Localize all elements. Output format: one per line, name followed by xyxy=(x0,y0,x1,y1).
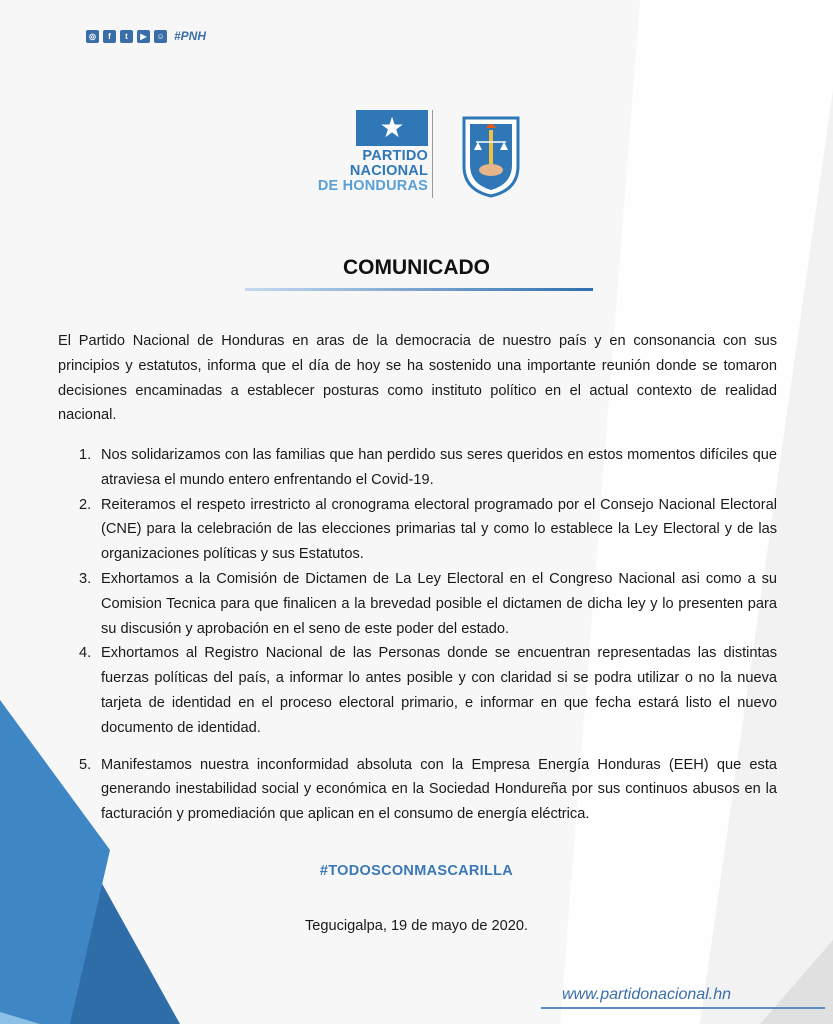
page-title: COMUNICADO xyxy=(343,256,490,279)
item-text: Exhortamos al Registro Nacional de las Personas donde se encuentran representadas las distintas fuerzas políticas del país, a informar lo antes posible y con claridad si se podra utilizar o no la nueva tarjeta de identidad en el proceso electoral primario, e informar en que fecha estará listo el nuevo documento de identidad. xyxy=(101,645,777,736)
social-bar xyxy=(86,29,206,43)
list-item xyxy=(58,641,777,740)
facebook-icon[interactable]: f xyxy=(103,30,116,43)
party-seal-icon xyxy=(458,110,524,198)
social-hashtag: #PNH xyxy=(174,29,207,43)
item-text: Nos solidarizamos con las familias que han perdido sus seres queridos en estos momentos difíciles que atraviesa el mundo entero enfrentando el Covid-19. xyxy=(101,447,777,488)
numbered-list xyxy=(58,443,777,827)
item-text: Reiteramos el respeto irrestricto al cronograma electoral programado por el Consejo Nacional Electoral (CNE) para la celebración de las elecciones primarias tal y como lo establece la Ley Electoral y de las organizaciones políticas y sus Estatutos. xyxy=(101,496,777,563)
logo-line-2: NACIONAL xyxy=(349,163,428,179)
list-item xyxy=(58,493,777,567)
intro-paragraph: El Partido Nacional de Honduras en aras de la democracia de nuestro país y en consonancia con sus principios y estatutos, informa que el día de hoy se ha sostenido una importante reunión donde se tomaron decisiones encaminadas a establecer posturas como instituto político en el actual contexto de realidad nacional. xyxy=(58,333,777,424)
snapchat-icon[interactable]: ☺ xyxy=(154,30,167,43)
title-underline xyxy=(245,288,593,291)
logo-line-1: PARTIDO xyxy=(362,148,428,164)
instagram-icon[interactable]: ◎ xyxy=(86,30,99,43)
campaign-hashtag: #TODOSCONMASCARILLA xyxy=(319,863,514,879)
item-text: Manifestamos nuestra inconformidad absoluta con la Empresa Energía Honduras (EEH) que esta generando inestabilidad social y económica en la Sociedad Hondureña por sus continuos abusos en la facturación y promediación que aplican en el consumo de energía eléctrica. xyxy=(101,756,777,823)
place-date: Tegucigalpa, 19 de mayo de 2020. xyxy=(304,918,529,934)
list-item xyxy=(58,567,777,641)
twitter-icon[interactable]: t xyxy=(120,30,133,43)
flag-icon: ★ xyxy=(356,110,428,146)
party-logo xyxy=(303,110,428,200)
item-number: 3. xyxy=(79,570,92,587)
item-number: 2. xyxy=(79,496,92,513)
website-link[interactable]: www.partidonacional.hn xyxy=(562,986,731,1003)
item-text: Exhortamos a la Comisión de Dictamen de La Ley Electoral en el Congreso Nacional asi como a su Comision Tecnica para que finalicen a la brevedad posible el dictamen de dicha ley y lo presenten para su discusión y aprobación en el seno de este poder del estado. xyxy=(101,570,777,637)
logo-divider xyxy=(432,110,433,198)
list-item xyxy=(58,753,777,827)
logo-line-3: DE HONDURAS xyxy=(317,178,428,194)
item-number: 1. xyxy=(79,447,92,463)
website-underline xyxy=(541,1007,825,1009)
list-item xyxy=(58,443,777,493)
item-number: 5. xyxy=(79,756,92,773)
youtube-icon[interactable]: ▶ xyxy=(137,30,150,43)
item-number: 4. xyxy=(79,645,92,662)
